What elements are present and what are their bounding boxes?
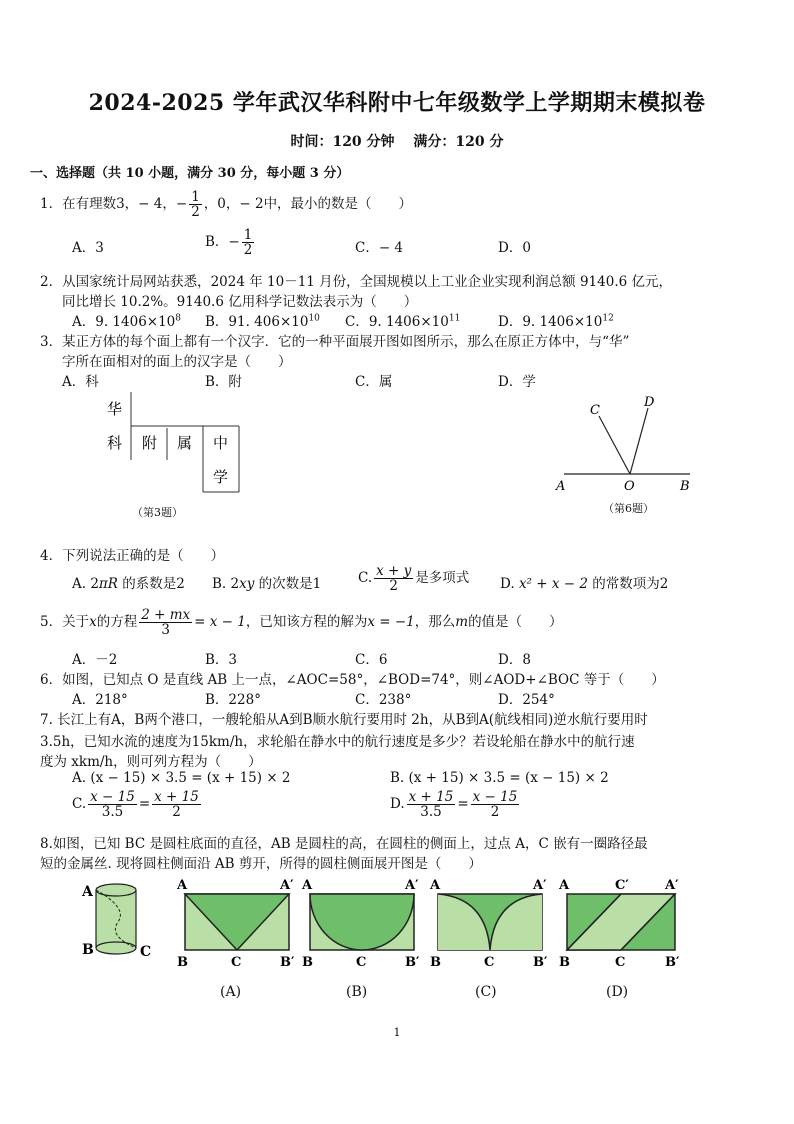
q2-option-a: A．9. $1406\times 10^8$ (72, 313, 182, 330)
question-4: 4．下列说法正确的是（ ） (40, 548, 225, 564)
point-a-label: A (556, 479, 566, 494)
question-7-line3: 度为 xkm/h，则可列方程为（ ） (40, 754, 262, 770)
point-o-label: O (624, 479, 635, 494)
page-number: 1 (393, 1026, 401, 1039)
question-8-line1: 8.如图，已知 BC 是圆柱底面的直径，AB 是圆柱的高，在圆柱的侧面上，过点 A，C 嵌有一圈路径最 (40, 836, 648, 852)
question-3-line2: 字所在面相对的面上的汉字是（ ） (62, 354, 292, 370)
question-6: 6．如图，已知点 O 是直线 AB 上一点，∠AOC=58°，∠BOD=74°，则∠AOD+∠BOC 等于（ ） (40, 672, 665, 688)
point-c-label: C (590, 403, 600, 418)
svg-text:B′: B′ (533, 955, 548, 970)
exam-info: 时间：120 分钟 满分：120 分 (290, 134, 504, 150)
q1-option-c: C．− 4 (355, 240, 404, 256)
svg-text:B: B (559, 955, 570, 970)
svg-text:B: B (430, 955, 441, 970)
cyl-label-c: C (140, 944, 152, 960)
question-2-line1: 2．从国家统计局网站获悉，2024 年 10－11 月份，全国规模以上工业企业实现利润总额 9140.6 亿元， (40, 274, 672, 290)
option-d-unrolled (557, 874, 687, 974)
q4-option-c: C. $\frac{x + y}{2}$ 是多项式 (358, 563, 470, 595)
option-a-unrolled (175, 874, 301, 974)
q3-option-b: B．附 (205, 374, 242, 390)
q3-option-a: A．科 (62, 374, 99, 390)
net-cell-fu: 附 (142, 434, 158, 452)
q6-option-c: C．238° (355, 692, 412, 708)
net-cell-ke: 科 (107, 434, 123, 452)
q2-option-d: D．9. $1406\times 10^{12}$ (498, 313, 614, 330)
svg-text:B: B (302, 955, 313, 970)
figure-6-caption: （第6题） (603, 502, 654, 515)
q4-option-d: D. x² + x − 2 的常数项为2 (500, 576, 669, 592)
cube-net-figure (95, 392, 245, 502)
option-c-caption: (C) (475, 984, 497, 1000)
q5-option-d: D．8 (498, 652, 531, 668)
cylinder-figure (78, 878, 158, 968)
svg-text:A: A (302, 878, 313, 893)
point-d-label: D (644, 395, 655, 410)
question-3-line1: 3．某正方体的每个面上都有一个汉字．它的一种平面展开图如图所示，那么在原正方体中，与“华” (40, 334, 630, 350)
svg-text:B′: B′ (665, 955, 680, 970)
net-cell-shu: 属 (177, 434, 193, 452)
figure-6-angle (552, 394, 702, 494)
section-heading: 一、选择题（共 10 小题，满分 30 分，每小题 3 分） (30, 166, 350, 181)
svg-text:C′: C′ (615, 878, 629, 893)
svg-text:C: C (615, 955, 626, 970)
question-8-line2: 短的金属丝. 现将圆柱侧面沿 AB 剪开，所得的圆柱侧面展开图是（ ） (40, 856, 482, 872)
svg-text:C: C (231, 955, 242, 970)
q6-option-b: B．228° (205, 692, 261, 708)
svg-text:B′: B′ (405, 955, 420, 970)
svg-text:A′: A′ (665, 878, 679, 893)
option-a-caption: (A) (220, 984, 242, 1000)
page-title: 2024-2025 学年武汉华科附中七年级数学上学期期末模拟卷 (88, 90, 706, 116)
q2-option-c: C．9. $1406\times 10^{11}$ (345, 313, 461, 330)
svg-text:A′: A′ (280, 878, 294, 893)
q2-option-b: B．91. $406\times 10^{10}$ (205, 313, 320, 330)
q4-option-a: A. 2πR 的系数是2 (72, 576, 185, 592)
q7-option-b: B. (x + 15) × 3.5 = (x − 15) × 2 (390, 770, 609, 786)
option-c-unrolled (428, 874, 554, 974)
question-5: 5．关于x的方程 $\frac{2 + mx}{3}$ = x − 1，已知该方程的解为x = −1，那么m的值是（ ） (40, 607, 563, 639)
q7-option-d: D. $\frac{x + 15}{3.5}$ = $\frac{x - 15}{2}$ (390, 789, 518, 821)
svg-text:C: C (484, 955, 495, 970)
svg-text:A′: A′ (533, 878, 547, 893)
q4-option-b: B. 2xy 的次数是1 (212, 576, 322, 592)
option-b-caption: (B) (346, 984, 368, 1000)
q1-option-b: B．− $\frac{1}{2}$ (205, 227, 253, 259)
q6-option-a: A．218° (72, 692, 128, 708)
q1-option-a: A．3 (72, 240, 104, 256)
svg-text:A: A (559, 878, 570, 893)
q3-option-c: C．属 (355, 374, 393, 390)
q7-option-a: A. (x − 15) × 3.5 = (x + 15) × 2 (72, 770, 291, 786)
q5-option-c: C．6 (355, 652, 388, 668)
option-d-caption: (D) (606, 984, 629, 1000)
net-cell-zhong: 中 (213, 434, 229, 452)
svg-text:B′: B′ (280, 955, 295, 970)
net-cell-hua: 华 (107, 400, 123, 418)
svg-text:B: B (177, 955, 188, 970)
svg-text:A′: A′ (405, 878, 419, 893)
svg-text:A: A (430, 878, 441, 893)
q6-option-d: D．254° (498, 692, 555, 708)
question-7-line1: 7. 长江上有A，B两个港口，一艘轮船从A到B顺水航行要用时 2h，从B到A(航线相同)逆水航行要用时 (40, 712, 648, 728)
question-7-line2: 3.5h，已知水流的速度为15km/h，求轮船在静水中的航行速度是多少？若设轮船在静水中的航行速 (40, 734, 635, 750)
net-cell-xue: 学 (213, 468, 229, 486)
figure-3-caption: （第3题） (132, 506, 183, 519)
q5-option-b: B．3 (205, 652, 238, 668)
question-1: 1．在有理数3，− 4，− $\frac{1}{2}$ ，0，− 2中，最小的数是（ ） (40, 189, 413, 221)
cyl-label-b: B (82, 942, 94, 958)
point-b-label: B (680, 479, 690, 494)
svg-text:C: C (356, 955, 367, 970)
q3-option-d: D．学 (498, 374, 536, 390)
svg-text:A: A (177, 878, 188, 893)
q7-option-c: C. $\frac{x - 15}{3.5}$ = $\frac{x + 15}{2}$ (72, 789, 199, 821)
question-2-line2: 同比增长 10.2%。9140.6 亿用科学记数法表示为（ ） (62, 294, 418, 310)
q5-option-a: A．－2 (72, 652, 118, 668)
q1-option-d: D．0 (498, 240, 531, 256)
option-b-unrolled (300, 874, 426, 974)
cyl-label-a: A (82, 884, 93, 900)
